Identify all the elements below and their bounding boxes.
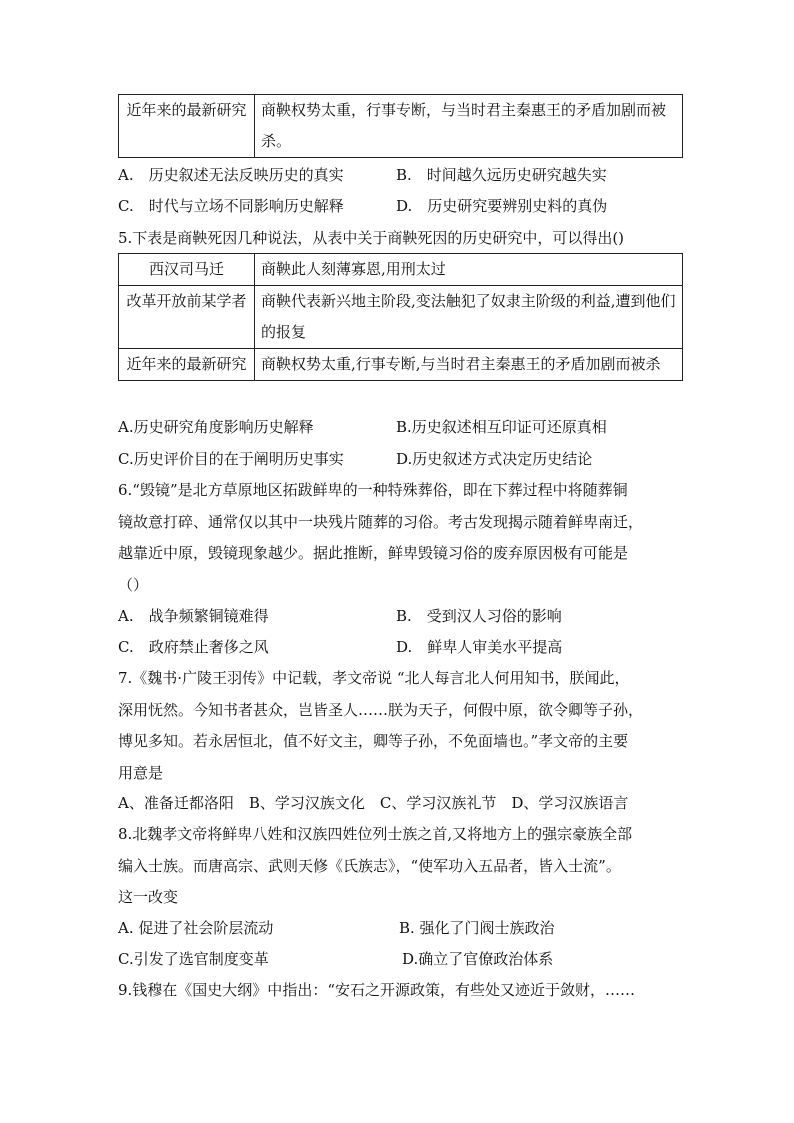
q5-option-c: C.历史评价目的在于阐明历史事实 [118,450,344,468]
q6-options-row-2 [118,632,682,662]
q4-option-b: B. 时间越久远历史研究越失实 [396,166,607,184]
q8-option-a: A. 促进了社会阶层流动 [118,919,274,937]
q6-line: 越靠近中原，毁镜现象越少。据此推断，鲜卑毁镜习俗的废弃原因极有可能是 [118,544,629,562]
table-cell-source: 近年来的最新研究 [119,95,255,158]
q8-option-b: B. 强化了门阀士族政治 [399,919,555,937]
q7-line: 用意是 [118,763,164,782]
q8-option-c: C.引发了选官制度变革 [118,950,269,968]
q7-stem [118,663,682,789]
q8-line: 编入士族。而唐高宗、武则天修《氏族志》，“使军功入五品者，皆入士流”。 [118,856,621,875]
q6-line: （） [118,575,149,594]
q6-line: 镜故意打碎、通常仅以其中一块残片随葬的习俗。考古发现揭示随着鲜卑南迁， [118,512,644,531]
table-row [119,286,683,349]
table-row [119,254,683,286]
q6-line: 6.“毁镜”是北方草原地区拓跋鲜卑的一种特殊葬俗，即在下葬过程中将随葬铜 [118,481,628,499]
q8-stem [118,819,682,914]
q9-stem [118,975,682,1007]
table-cell-source: 西汉司马迁 [119,254,255,286]
q5-option-a: A.历史研究角度影响历史解释 [118,418,314,436]
q4-options-row-1 [118,160,682,190]
table-cell-source: 改革开放前某学者 [119,286,255,349]
q8-line: 这一改变 [118,888,179,906]
q7-options: A、准备迁都洛阳 B、学习汉族文化 C、学习汉族礼节 D、学习汉族语言 [118,794,629,812]
q5-table [118,253,683,381]
q6-options-row-1 [118,601,682,631]
table-cell-claim: 商鞅代表新兴地主阶段,变法触犯了奴隶主阶级的利益,遭到他们的报复 [255,286,683,349]
q6-option-a: A. 战争频繁铜镜难得 [118,607,269,625]
table-cell-claim: 商鞅此人刻薄寡恩,用刑太过 [255,254,683,286]
q6-option-d: D. 鲜卑人审美水平提高 [396,638,563,656]
q7-line: 博见多知。若永居恒北，值不好文主，卿等子孙，不免面墙也。”孝文帝的主要 [118,732,629,750]
q4-option-d: D. 历史研究要辨别史料的真伪 [396,197,608,215]
q4-options-row-2 [118,191,682,221]
q5-options-row-1 [118,412,682,442]
table-cell-claim: 商鞅权势太重，行事专断，与当时君主秦惠王的矛盾加剧而被杀。 [255,95,683,158]
q8-option-d: D.确立了官僚政治体系 [402,950,554,968]
q6-option-c: C. 政府禁止奢侈之风 [118,638,269,656]
table-cell-claim: 商鞅权势太重,行事专断,与当时君主秦惠王的矛盾加剧而被杀 [255,349,683,381]
top-source-table [118,94,683,158]
q5-stem: 5.下表是商鞅死因几种说法，从表中关于商鞅死因的历史研究中，可以得出() [118,229,625,247]
q8-options-row-1 [118,913,682,943]
q4-option-c: C. 时代与立场不同影响历史解释 [118,197,344,215]
q5-option-b: B.历史叙述相互印证可还原真相 [396,418,607,436]
table-row [119,349,683,381]
table-row [119,95,683,158]
q8-line: 8.北魏孝文帝将鲜卑八姓和汉族四姓位列士族之首,又将地方上的强宗豪族全部 [118,825,633,843]
q6-option-b: B. 受到汉人习俗的影响 [396,607,562,625]
q8-options-row-2 [118,944,682,974]
q5-options-row-2 [118,444,682,474]
q6-stem [118,475,682,601]
q7-line: 深用怃然。今知书者甚众，岂皆圣人……朕为天子，何假中原，欲令卿等子孙， [118,700,644,719]
q5-option-d: D.历史叙述方式决定历史结论 [396,450,593,468]
q9-line: 9.钱穆在《国史大纲》中指出：“安石之开源政策，有些处又迹近于敛财，…… [118,981,635,999]
table-cell-source: 近年来的最新研究 [119,349,255,381]
q7-line: 7.《魏书·广陵王羽传》中记载，孝文帝说 “北人每言北人何用知书，朕闻此， [118,669,630,687]
q4-option-a: A. 历史叙述无法反映历史的真实 [118,166,344,184]
